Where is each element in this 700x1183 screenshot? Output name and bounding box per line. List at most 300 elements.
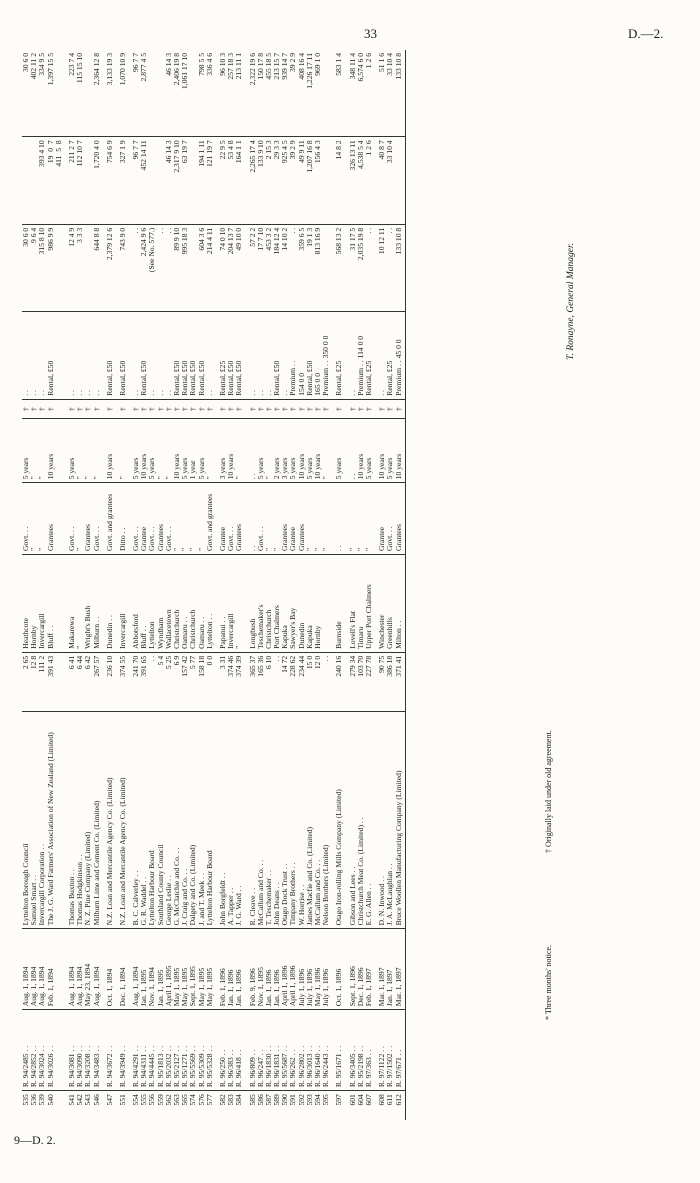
table-row: [38, 50, 46, 1120]
cell-party-name: N.Z. Loan and Mercantile Agency Co. (Limited): [114, 711, 127, 929]
cell-party-name: Otago Dock Trust . .: [281, 711, 289, 929]
cell-area: 371 41: [395, 652, 406, 711]
cell-locality: Sawyer's Bay: [289, 554, 297, 652]
cell-amount-total: 1,226 17 11: [306, 50, 314, 137]
cell-amount-col-2: 29 3 3: [273, 137, 281, 224]
cell-locality: Papanui . .: [214, 554, 227, 652]
cell-area: 111 2: [38, 652, 46, 711]
cell-note-mark: †: [257, 399, 265, 419]
cell-row-number: 576: [196, 1094, 206, 1106]
cell-area: 374 46: [227, 652, 235, 711]
cell-amount-col-1: 986 9 9: [47, 224, 63, 311]
cell-party-name: The J. G. Ward Farmers' Association of New Zealand (Limited): [47, 711, 63, 929]
cell-rental: Rental, £25: [330, 312, 343, 400]
cell-locality: Greenhills: [386, 554, 394, 652]
cell-term: ": [38, 419, 46, 483]
cell-area: 228 62: [289, 652, 297, 711]
cell-note-mark: †: [165, 399, 173, 419]
cell-term: 10 years: [227, 419, 235, 483]
cell-amount-col-1: 12 4 9: [63, 224, 76, 311]
cell-rental: . .: [206, 312, 214, 400]
cell-owner: ": [76, 483, 84, 555]
cell-owner: Govt. . .: [127, 483, 140, 555]
cell-agreement-date: Aug. 1, 1894: [63, 929, 76, 1010]
cell-note-mark: †: [235, 399, 243, 419]
cell-term: 5 years: [365, 419, 373, 483]
cell-locality: Timaru: [357, 554, 365, 652]
cell-amount-col-2: 133 9 10: [257, 137, 265, 224]
cell-agreement-date: Aug. 1, 1894: [76, 929, 84, 1010]
cell-owner: ": [30, 483, 38, 555]
cell-agreement-date: Jan. 1, 1895: [157, 929, 165, 1010]
cell-reference: R. 95/1271 . .: [181, 1010, 189, 1091]
cell-area: 6 44: [76, 652, 84, 711]
cell-party-name: A. Tapper . .: [227, 711, 235, 929]
cell-row-number: 562: [163, 1094, 173, 1106]
cell-reference: R. 96/3405 . .: [344, 1010, 357, 1091]
cell-row-number: 542: [75, 1094, 85, 1106]
table-row: [189, 50, 197, 1120]
table-row: [235, 50, 243, 1120]
cell-reference: R. 95/5309 . .: [198, 1010, 206, 1091]
cell-agreement-date: Aug. 1, 1894: [127, 929, 140, 1010]
cell-owner: Govt. . .: [22, 483, 30, 555]
cell-amount-col-2: 14 8 2: [330, 137, 343, 224]
cell-rental: . .: [265, 312, 273, 400]
table-row: [257, 50, 265, 1120]
cell-rental: Rental, £25: [386, 312, 394, 400]
cell-locality: Oamaru . .: [181, 554, 189, 652]
cell-term: 3 years: [214, 419, 227, 483]
cell-amount-total: 583 1 4: [330, 50, 343, 137]
cell-rental: . .: [344, 312, 357, 400]
cell-rental: . .: [373, 312, 386, 400]
cell-owner: Govt. . .: [386, 483, 394, 555]
cell-amount-col-1: 315 8 10: [38, 224, 46, 311]
cell-note-mark: †: [114, 399, 127, 419]
cell-party-name: B. C. Calverley . .: [127, 711, 140, 929]
cell-locality: Dunedin . .: [101, 554, 114, 652]
cell-row-number: 585: [247, 1094, 257, 1106]
cell-party-name: James Macfie and Co. (Limited): [306, 711, 314, 929]
cell-term: 5 years: [127, 419, 140, 483]
cell-row-number: 535: [21, 1094, 30, 1106]
cell-rental: . .: [257, 312, 265, 400]
cell-note-mark: †: [322, 399, 330, 419]
cell-area: 5 25: [165, 652, 173, 711]
cell-party-name: Lyttelton Harbour Board: [206, 711, 214, 929]
cell-agreement-date: Feb. 1, 1897: [365, 929, 373, 1010]
cell-rental: Rental, £25: [214, 312, 227, 400]
cell-area: 165 36: [257, 652, 265, 711]
cell-area: 15 0: [306, 652, 314, 711]
cell-amount-col-1: 3 3 3: [76, 224, 84, 311]
cell-row-number: 539: [37, 1094, 47, 1106]
cell-term: 5 years: [257, 419, 265, 483]
cell-party-name: E. G. Allen . .: [365, 711, 373, 929]
table-row: [206, 50, 214, 1120]
cell-row-number: 546: [91, 1094, 101, 1106]
table-row: [198, 50, 206, 1120]
cell-amount-total: [322, 50, 330, 137]
cell-note-mark: †: [101, 399, 114, 419]
cell-amount-total: 133 10 8: [395, 50, 406, 137]
cell-party-name: D. N. Inwood . .: [373, 711, 386, 929]
cell-reference: R. 94/3672 . .: [101, 1010, 114, 1091]
sheet-reference: 9—D. 2.: [14, 1133, 56, 1147]
cell-note-mark: †: [84, 399, 92, 419]
cell-agreement-date: Oct. 1, 1896: [330, 929, 343, 1010]
cell-reference: R. 96/3013 . .: [306, 1010, 314, 1091]
cell-term: ": [30, 419, 38, 483]
cell-rental: 165 0 0: [314, 312, 322, 400]
cell-amount-col-2: 452 14 11: [140, 137, 148, 224]
cell-locality: Longbush: [244, 554, 257, 652]
cell-term: 10 years: [373, 419, 386, 483]
cell-amount-col-1: 2,035 19 8: [357, 224, 365, 311]
cell-amount-col-1: 568 13 2: [330, 224, 343, 311]
cell-amount-total: 213 11 1: [235, 50, 243, 137]
cell-term: ": [84, 419, 92, 483]
cell-agreement-date: May 1, 1895: [198, 929, 206, 1010]
cell-owner: ": [273, 483, 281, 555]
cell-agreement-date: Nov. 1, 1894: [148, 929, 156, 1010]
cell-note-mark: †: [373, 399, 386, 419]
cell-agreement-date: July 1, 1896: [298, 929, 306, 1010]
cell-area: 90 75: [373, 652, 386, 711]
cell-area: 14 72: [281, 652, 289, 711]
cell-row-number: 591: [288, 1094, 298, 1106]
table-row: [386, 50, 394, 1120]
cell-note-mark: †: [273, 399, 281, 419]
cell-amount-col-2: 96 7 7: [127, 137, 140, 224]
cell-area: 279 34: [344, 652, 357, 711]
cell-locality: Bluff . .: [140, 554, 148, 652]
cell-term: 5 years: [330, 419, 343, 483]
cell-amount-total: 51 1 6: [373, 50, 386, 137]
cell-owner: Grantees: [395, 483, 406, 555]
table-row: [265, 50, 273, 1120]
cell-amount-col-1: 2,424 9 6: [140, 224, 148, 311]
cell-party-name: John Deans . .: [273, 711, 281, 929]
cell-reference: R. 97/671 . .: [395, 1010, 406, 1091]
cell-owner: ": [314, 483, 322, 555]
table-row: [148, 50, 156, 1120]
cell-locality: Burnside: [330, 554, 343, 652]
cell-agreement-date: Aug. 1, 1894: [93, 929, 101, 1010]
cell-amount-col-1: 2,379 12 6: [101, 224, 114, 311]
cell-locality: Hornby: [314, 554, 322, 652]
cell-reference: R. 95/1671 . .: [330, 1010, 343, 1091]
cell-term: ": [235, 419, 243, 483]
cell-note-mark: †: [206, 399, 214, 419]
cell-owner: Govt. . .: [148, 483, 156, 555]
footnotes: [544, 500, 553, 1020]
cell-amount-col-1: 813 16 9: [314, 224, 322, 311]
cell-area: 391 43: [47, 652, 63, 711]
cell-reference: R. 96/383 . .: [227, 1010, 235, 1091]
cell-party-name: G. R. Waddel . .: [140, 711, 148, 929]
cell-note-mark: †: [140, 399, 148, 419]
table-row: [140, 50, 148, 1120]
cell-agreement-date: Aug. 1, 1894: [38, 929, 46, 1010]
cell-agreement-date: April 1, 1896: [281, 929, 289, 1010]
cell-agreement-date: May 1, 1895: [181, 929, 189, 1010]
cell-locality: Winchester: [373, 554, 386, 652]
cell-agreement-date: Nov. 1, 1895: [257, 929, 265, 1010]
page-number: 33: [364, 26, 377, 41]
cell-party-name: J. Craig and Co. . .: [181, 711, 189, 929]
cell-reference: R. 94/3081 . .: [63, 1010, 76, 1091]
cell-row-number: 541: [66, 1094, 76, 1106]
cell-amount-total: 150 17 8: [257, 50, 265, 137]
cell-note-mark: †: [330, 399, 343, 419]
cell-area: 12 8: [30, 652, 38, 711]
table-row: [63, 50, 76, 1120]
cell-amount-col-1: 9 6 4: [30, 224, 38, 311]
cell-rental: Premium . . 45 0 0: [395, 312, 406, 400]
cell-area: 386 18: [386, 652, 394, 711]
cell-amount-col-2: 2,317 9 10: [173, 137, 181, 224]
cell-note-mark: †: [357, 399, 365, 419]
cell-amount-col-1: 995 18 3: [181, 224, 189, 311]
cell-reference: R. 94/4445 . .: [148, 1010, 156, 1091]
cell-locality: Invercargill: [227, 554, 235, 652]
cell-rental: Rental, £50: [173, 312, 181, 400]
cell-amount-col-2: 46 14 3: [165, 137, 173, 224]
cell-term: 5 years: [148, 419, 156, 483]
cell-party-name: J. A. McLaughlan . .: [386, 711, 394, 929]
cell-row-number: 547: [104, 1094, 114, 1106]
cell-reference: R. 96/262 . .: [289, 1010, 297, 1091]
cell-amount-col-2: 33 10 4: [386, 137, 394, 224]
cell-party-name: J. G. Ward . .: [235, 711, 243, 929]
cell-area: 241 70: [127, 652, 140, 711]
cell-note-mark: †: [173, 399, 181, 419]
cell-amount-col-1: . .: [289, 224, 297, 311]
cell-note-mark: †: [214, 399, 227, 419]
cell-amount-col-2: 1,207 16 8: [306, 137, 314, 224]
table-row: [76, 50, 84, 1120]
table-row: [281, 50, 289, 1120]
cell-amount-col-1: 89 9 10: [173, 224, 181, 311]
cell-reference: R. 94/2485 . .: [22, 1010, 30, 1091]
cell-agreement-date: Mar. 1, 1897: [395, 929, 406, 1010]
cell-area: . .: [148, 652, 156, 711]
cell-reference: R. 96/1830 . .: [265, 1010, 273, 1091]
cell-amount-col-1: 74 0 10: [214, 224, 227, 311]
cell-owner: Grantee: [373, 483, 386, 555]
cell-owner: Govt. . .: [63, 483, 76, 555]
cell-term: . .: [244, 419, 257, 483]
cell-owner: . .: [330, 483, 343, 555]
cell-party-name: George Leslie . .: [165, 711, 173, 929]
cell-locality: Christchurch: [265, 554, 273, 652]
cell-party-name: Christchurch Meat Co. (Limited) . .: [357, 711, 365, 929]
cell-agreement-date: Oct. 1, 1894: [101, 929, 114, 1010]
cell-party-name: N.Z. Loan and Mercantile Agency Co. (Limited): [101, 711, 114, 929]
cell-term: 5 years: [289, 419, 297, 483]
cell-note-mark: †: [181, 399, 189, 419]
cell-term: ": [76, 419, 84, 483]
cell-agreement-date: Jan. 1, 1896: [227, 929, 235, 1010]
cell-party-name: John Borgfeldt . .: [214, 711, 227, 929]
table-row: [30, 50, 38, 1120]
cell-area: 365 37: [244, 652, 257, 711]
cell-locality: Upper Port Chalmers: [365, 554, 373, 652]
cell-amount-col-2: [148, 137, 156, 224]
table-row: [289, 50, 297, 1120]
cell-area: . .: [273, 652, 281, 711]
cell-agreement-date: Aug. 1, 1894: [30, 929, 38, 1010]
cell-amount-total: 2,877 4 5: [140, 50, 148, 137]
cell-agreement-date: Aug. 1, 1894: [22, 929, 30, 1010]
cell-locality: ": [235, 554, 243, 652]
cell-term: . .: [344, 419, 357, 483]
cell-rental: . .: [22, 312, 30, 400]
cell-locality: Kapuka: [281, 554, 289, 652]
cell-note-mark: †: [265, 399, 273, 419]
cell-owner: Grantees: [157, 483, 165, 555]
cell-owner: ": [189, 483, 197, 555]
cell-owner: ": [357, 483, 365, 555]
cell-reference: R. 95/2198 . .: [357, 1010, 365, 1091]
cell-amount-total: 402 11 2: [30, 50, 38, 137]
cell-reference: R. 94/3949 . .: [114, 1010, 127, 1091]
cell-amount-total: 223 7 4: [63, 50, 76, 137]
table-row: [101, 50, 114, 1120]
cell-row-number: 540: [45, 1094, 55, 1106]
cell-party-name: J. and T. Meek . .: [198, 711, 206, 929]
cell-reference: R. 96/1831 . .: [273, 1010, 281, 1091]
cell-note-mark: †: [30, 399, 38, 419]
cell-amount-total: 334 9 5: [38, 50, 46, 137]
cell-amount-total: 939 14 7: [281, 50, 289, 137]
rotated-content: [14, 50, 674, 1120]
cell-row-number: 611: [385, 1094, 395, 1106]
cell-owner: Grantees: [235, 483, 243, 555]
cell-owner: Govt. . .: [227, 483, 235, 555]
cell-amount-col-2: 754 6 9: [101, 137, 114, 224]
cell-term: 10 years: [298, 419, 306, 483]
cell-row-number: 592: [296, 1094, 306, 1106]
cell-rental: . .: [127, 312, 140, 400]
cell-rental: Rental, £50: [47, 312, 63, 400]
cell-term: 5 years: [181, 419, 189, 483]
table-row: [330, 50, 343, 1120]
cell-agreement-date: Feb. 1, 1894: [47, 929, 63, 1010]
cell-locality: Invercargill: [38, 554, 46, 652]
cell-area: 6 9: [173, 652, 181, 711]
cell-term: 10 years: [173, 419, 181, 483]
cell-row-number: 555: [139, 1094, 149, 1106]
cell-note-mark: †: [281, 399, 289, 419]
cell-owner: Grantee: [289, 483, 297, 555]
cell-note-mark: †: [298, 399, 306, 419]
cell-amount-total: 1,061 17 10: [181, 50, 189, 137]
cell-row-number: 595: [321, 1094, 331, 1106]
cell-rental: . .: [38, 312, 46, 400]
cell-owner: Grantees: [298, 483, 306, 555]
cell-party-name: McCallum and Co. . .: [257, 711, 265, 929]
cell-amount-total: 2,364 12 8: [93, 50, 101, 137]
cell-party-name: Bruce Woollen Manufacturing Company (Limited): [395, 711, 406, 929]
cell-locality: Teschemaker's: [257, 554, 265, 652]
cell-amount-col-2: 327 1 9: [114, 137, 127, 224]
table-row: [114, 50, 127, 1120]
cell-amount-col-2: 156 4 3: [314, 137, 322, 224]
cell-reference: R. 95/1813 . .: [157, 1010, 165, 1091]
cell-rental: Rental, £50: [114, 312, 127, 400]
cell-reference: R. 97/1502 . .: [386, 1010, 394, 1091]
cell-agreement-date: May 23, 1894: [84, 929, 92, 1010]
cell-owner: ": [365, 483, 373, 555]
cell-rental: Rental, £50: [306, 312, 314, 400]
cell-row-number: 563: [172, 1094, 181, 1106]
cell-amount-col-1: 644 8 8: [93, 224, 101, 311]
cell-amount-col-2: 112 10 7: [76, 137, 84, 224]
cell-row-number: 597: [334, 1094, 344, 1106]
cell-amount-total: 96 7 7: [127, 50, 140, 137]
cell-agreement-date: July 1, 1896: [322, 929, 330, 1010]
cell-row-number: 590: [280, 1094, 290, 1106]
cell-amount-col-1: 17 7 10: [257, 224, 265, 311]
cell-rental: . .: [30, 312, 38, 400]
cell-amount-total: 257 18 3: [227, 50, 235, 137]
cell-owner: ": [181, 483, 189, 555]
cell-note-mark: †: [386, 399, 394, 419]
cell-owner: ": [38, 483, 46, 555]
table-row: [214, 50, 227, 1120]
cell-rental: Rental, £50: [235, 312, 243, 400]
cell-party-name: Samuel Smart . .: [30, 711, 38, 929]
cell-amount-total: 33 10 4: [386, 50, 394, 137]
cell-term: ": [93, 419, 101, 483]
cell-reference: R. 96/809 . .: [244, 1010, 257, 1091]
table-row: [157, 50, 165, 1120]
cell-locality: Kapuka: [306, 554, 314, 652]
cell-locality: [322, 554, 330, 652]
cell-amount-col-1: . .: [127, 224, 140, 311]
cell-row-number: 589: [272, 1094, 282, 1106]
cell-reference: R. 95/2032 . .: [165, 1010, 173, 1091]
cell-locality: Lyttelton: [148, 554, 156, 652]
cell-reference: R. 95/5569 . .: [189, 1010, 197, 1091]
siding-register-table: [22, 50, 406, 1120]
cell-reference: R. 96/247 . .: [257, 1010, 265, 1091]
cell-amount-total: 39 2 9: [289, 50, 297, 137]
cell-owner: . .: [244, 483, 257, 555]
table-row: [181, 50, 189, 1120]
cell-term: ": [114, 419, 127, 483]
cell-note-mark: †: [76, 399, 84, 419]
cell-term: ": [322, 419, 330, 483]
cell-reference: R. 96/2443 . .: [322, 1010, 330, 1091]
cell-agreement-date: April 1, 1896: [289, 929, 297, 1010]
cell-note-mark: †: [227, 399, 235, 419]
cell-amount-total: 46 14 3: [165, 50, 173, 137]
cell-area: 240 16: [330, 652, 343, 711]
cell-rental: . .: [63, 312, 76, 400]
cell-locality: Makarewa: [63, 554, 76, 652]
cell-reference: R. 95/2127 . .: [173, 1010, 181, 1091]
cell-rental: . .: [93, 312, 101, 400]
cell-row-number: 607: [363, 1094, 373, 1106]
cell-locality: Wyndham: [157, 554, 165, 652]
cell-amount-col-1: 30 6 0: [22, 224, 30, 311]
cell-row-number: 587: [263, 1094, 273, 1106]
cell-locality: ": [76, 554, 84, 652]
